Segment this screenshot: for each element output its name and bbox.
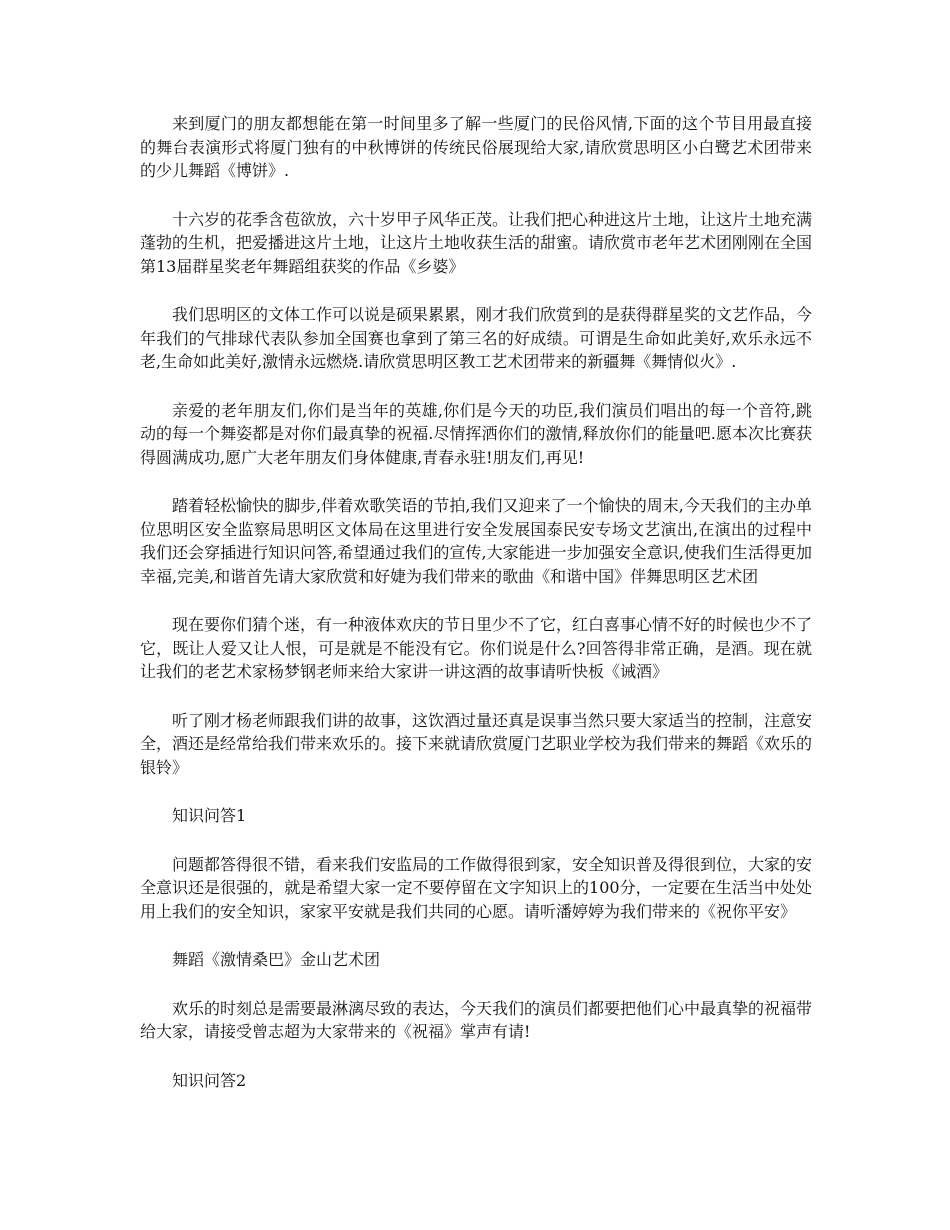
paragraph-wuqingsihuo: 我们思明区的文体工作可以说是硕果累累，刚才我们欣赏到的是获得群星奖的文艺作品，今年我们的气排球代表队参加全国赛也拿到了第三名的好成绩。可谓是生命如此美好,欢乐永远不老,生命如此美好,激情永远燃烧.请欣赏思明区教工艺术团带来的新疆舞《舞情似火》. <box>140 305 813 371</box>
paragraph-zhunipingan: 问题都答得很不错，看来我们安监局的工作做得很到家，安全知识普及得很到位，大家的安全意识还是很强的，就是希望大家一定不要停留在文字知识上的100分，一定要在生活当中处处用上我们的安全知识，家家平安就是我们共同的心愿。请听潘婷婷为我们带来的《祝你平安》 <box>140 854 813 921</box>
paragraph-bobing: 来到厦门的朋友都想能在第一时间里多了解一些厦门的民俗风情,下面的这个节目用最直接的舞台表演形式将厦门独有的中秋博饼的传统民俗展现给大家,请欣赏思明区小白鹭艺术团带来的少儿舞蹈《博饼》. <box>140 114 812 180</box>
paragraph-hexie-zhongguo: 踏着轻松愉快的脚步,伴着欢歌笑语的节拍,我们又迎来了一个愉快的周末,今天我们的主办单位思明区安全监察局思明区文体局在这里进行安全发展国泰民安专场文艺演出,在演出的过程中我们还会穿插进行知识问答,希望通过我们的宣传,大家能进一步加强安全意识,使我们生活得更加幸福,完美,和谐首先请大家欣赏和好婕为我们带来的歌曲《和谐中国》伴舞思明区艺术团 <box>140 496 812 586</box>
paragraph-samba: 舞蹈《激情桑巴》金山艺术团 <box>172 950 381 969</box>
paragraph-yinling: 听了刚才杨老师跟我们讲的故事，这饮酒过量还真是误事当然只要大家适当的控制，注意安全，酒还是经常给我们带来欢乐的。接下来就请欣赏厦门艺职业学校为我们带来的舞蹈《欢乐的银铃》 <box>140 710 813 777</box>
document-body <box>140 112 812 1117</box>
paragraph-quiz-1: 知识问答1 <box>172 806 247 825</box>
paragraph-jiejiu: 现在要你们猜个迷，有一种液体欢庆的节日里少不了它，红白喜事心情不好的时候也少不了它，既让人爱又让人恨，可是就是不能没有它。你们说是什么?回答得非常正确，是酒。现在就让我们的老艺术家杨梦钢老师来给大家讲一讲这酒的故事请听快板《诫酒》 <box>140 615 813 681</box>
paragraph-farewell: 亲爱的老年朋友们,你们是当年的英雄,你们是今天的功臣,我们演员们唱出的每一个音符,跳动的每一个舞姿都是对你们最真挚的祝福.尽情挥洒你们的激情,释放你们的能量吧.愿本次比赛获得圆满成功,愿广大老年朋友们身体健康,青春永驻!朋友们,再见! <box>140 400 812 467</box>
paragraph-xiangpo: 十六岁的花季含苞欲放，六十岁甲子风华正茂。让我们把心种进这片土地，让这片土地充满蓬勃的生机，把爱播进这片土地，让这片土地收获生活的甜蜜。请欣赏市老年艺术团刚刚在全国第13届群星奖老年舞蹈组获奖的作品《乡婆》 <box>140 209 813 276</box>
paragraph-quiz-2: 知识问答2 <box>172 1070 247 1090</box>
paragraph-zhufu: 欢乐的时刻总是需要最淋漓尽致的表达，今天我们的演员们都要把他们心中最真挚的祝福带给大家，请接受曾志超为大家带来的《祝福》掌声有请! <box>140 998 813 1041</box>
